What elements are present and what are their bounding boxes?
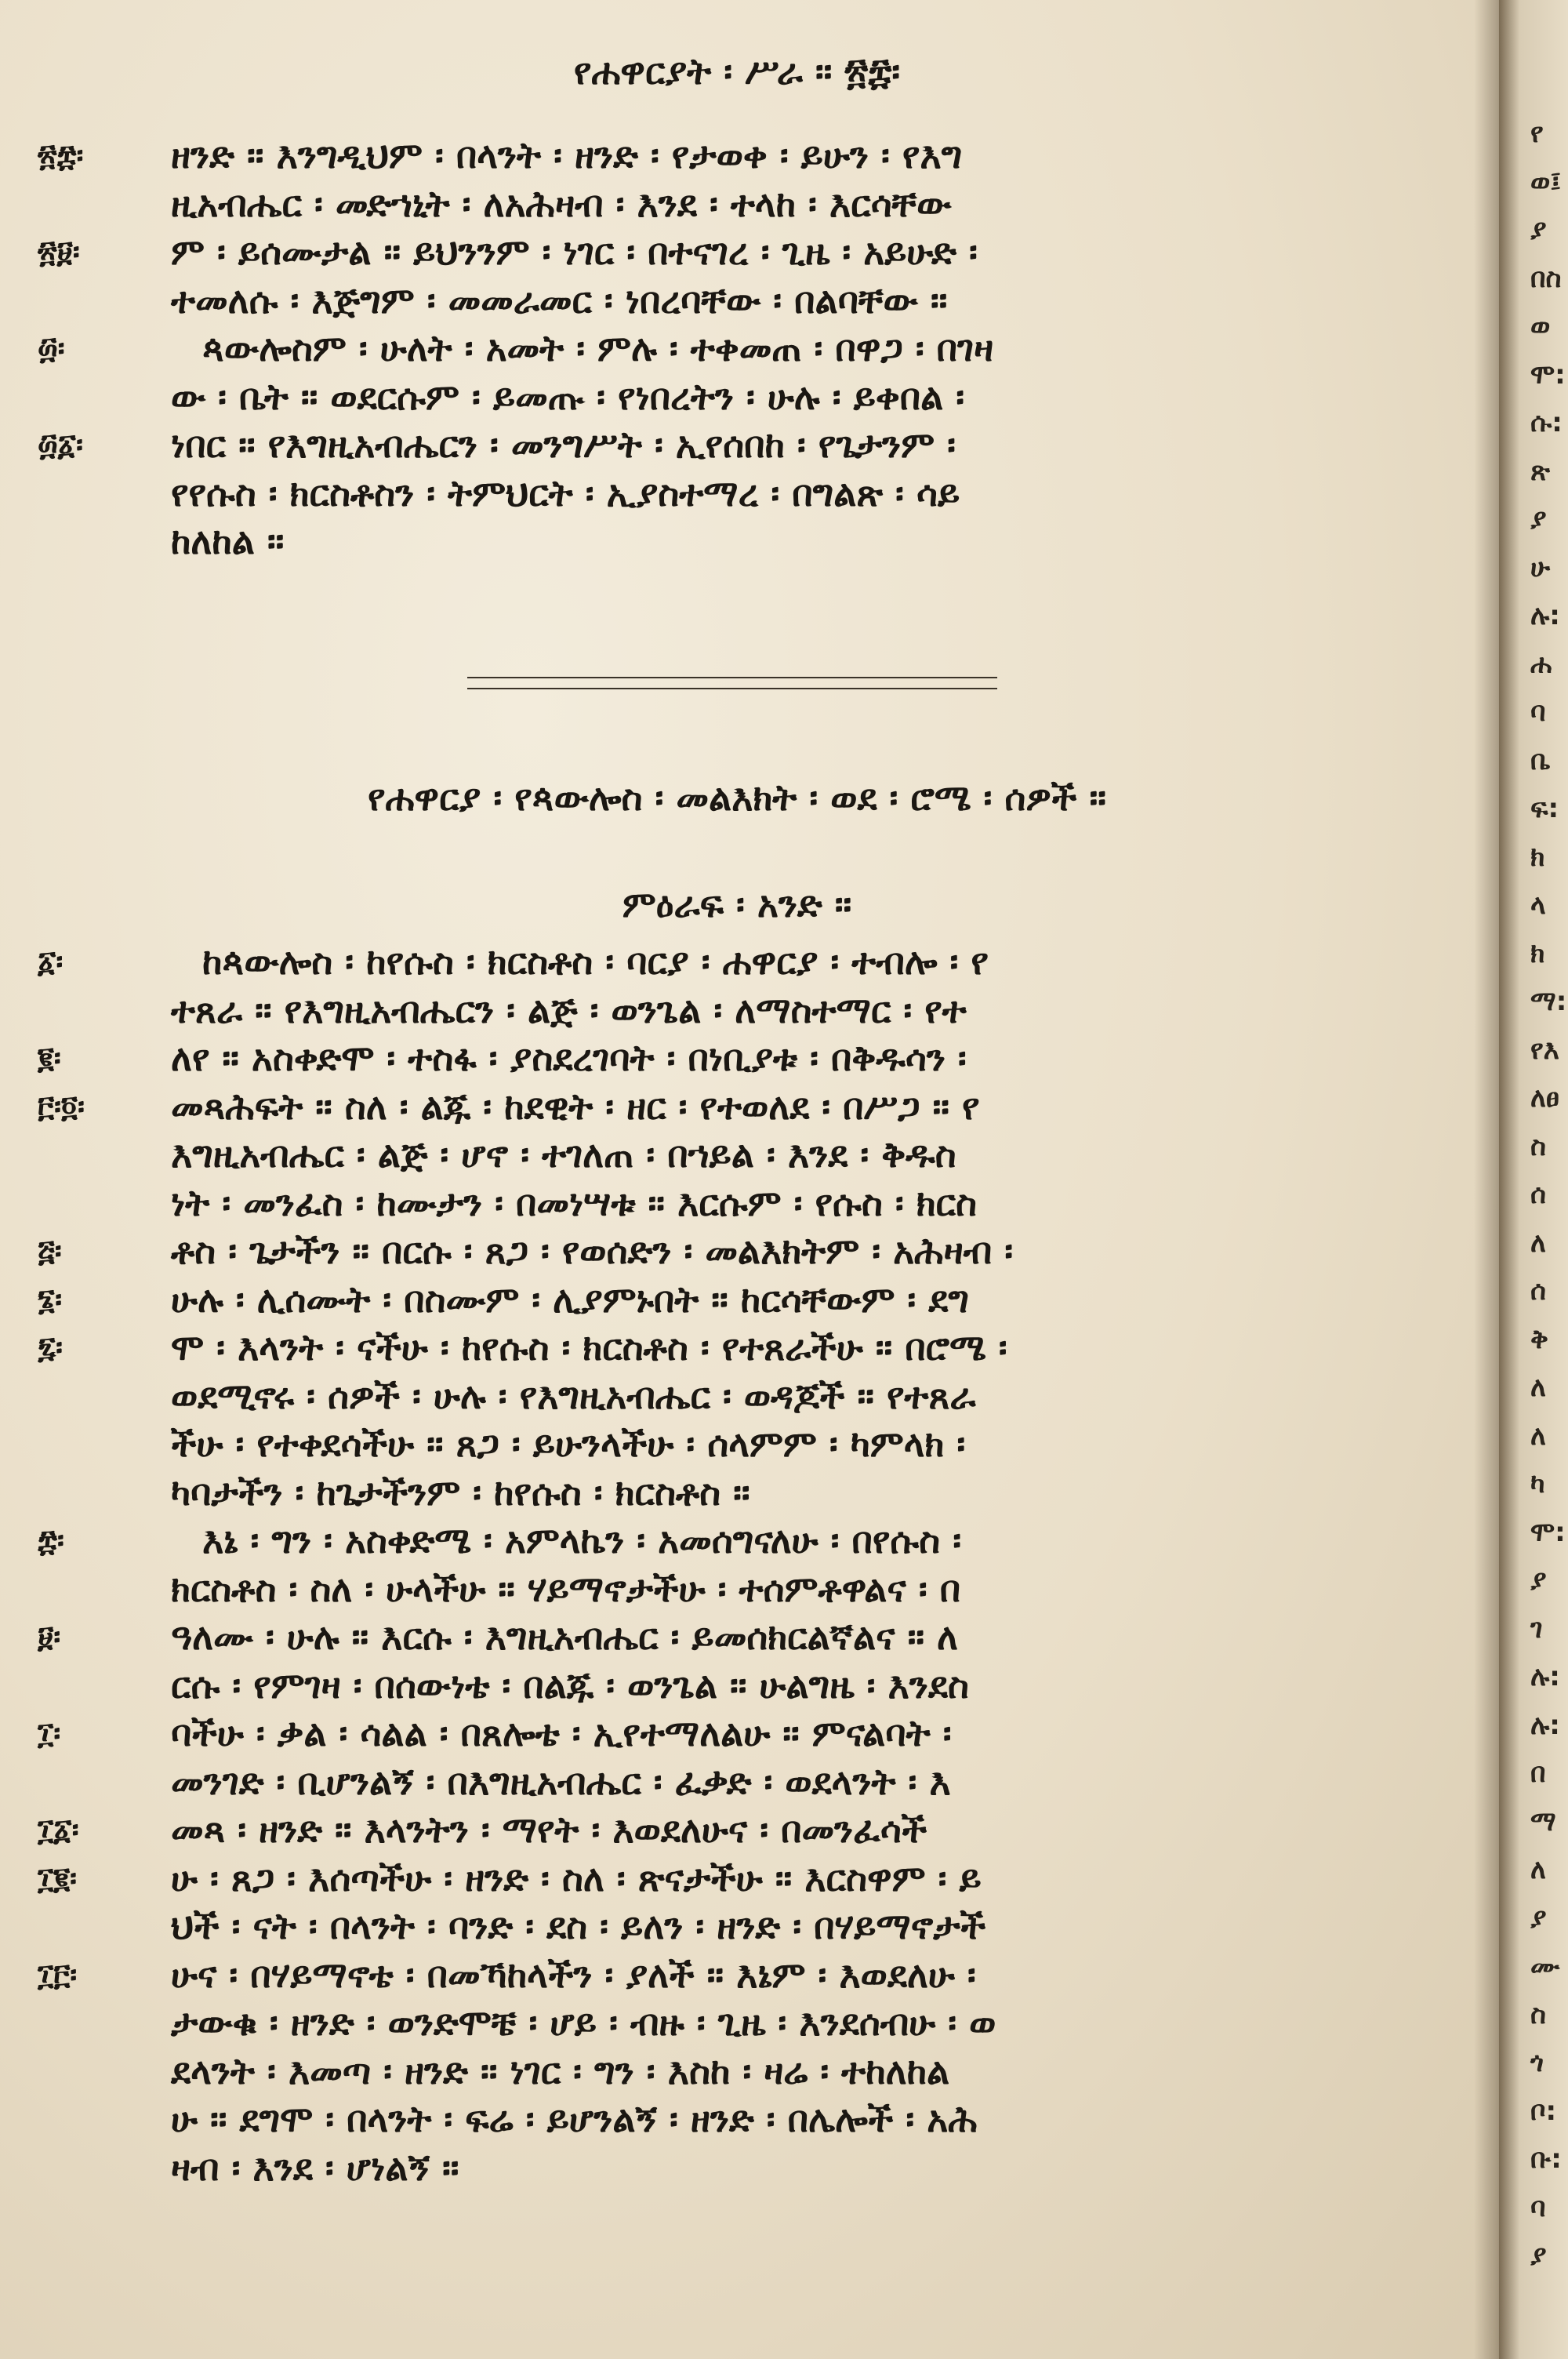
- verse-text: እኔ ፡ ግን ፡ አስቀድሜ ፡ አምላኬን ፡ አመሰግናለሁ ፡ በየሱስ ፡: [202, 1519, 962, 1561]
- text-line: [0, 1083, 1474, 1130]
- verse-text: ሁሉ ፡ ሊሰሙት ፡ በስሙም ፡ ሊያምኑበት ። ከርሳቸውም ፡ ደግ: [171, 1278, 970, 1321]
- next-page-fragment: ያ: [1530, 1565, 1547, 1596]
- text-line: [0, 1180, 1474, 1227]
- verse-text: ሁ ። ደግሞ ፡ በላንት ፡ ፍሬ ፡ ይሆንልኝ ፡ ዘንድ ፡ በሌሎች ፡ አሕ: [171, 2098, 978, 2140]
- next-page-fragment: ወ፤: [1530, 165, 1562, 198]
- text-line: [0, 518, 1474, 565]
- verse-text: ወደሚኖሩ ፡ ሰዎች ፡ ሁሉ ፡ የእግዚአብሔር ፡ ወዳጆች ። የተጸራ: [171, 1374, 976, 1417]
- verse-text: ሁ ፡ ጸጋ ፡ እሰጣችሁ ፡ ዘንድ ፡ ስለ ፡ ጽናታችሁ ። እርስዋም ፡ ይ: [171, 1856, 982, 1899]
- verse-number: ፫፡፬፡: [38, 1089, 85, 1124]
- next-page-fragment: ሱ:: [1530, 407, 1563, 438]
- next-page-fragment: ባ: [1530, 2191, 1546, 2223]
- verse-text: ችሁ ፡ የተቀደሳችሁ ። ጸጋ ፡ ይሁንላችሁ ፡ ሰላምም ፡ ካምላክ ፡: [171, 1423, 966, 1465]
- text-line: [0, 1613, 1474, 1660]
- text-line: [0, 987, 1474, 1034]
- text-line: [0, 1372, 1474, 1419]
- next-page-edge: [1499, 0, 1568, 2359]
- next-page-fragment: ቡ:: [1530, 2143, 1562, 2175]
- next-page-fragment: ጎ: [1530, 2047, 1544, 2078]
- next-page-fragment: ያ: [1530, 214, 1547, 245]
- verse-text: ዓለሙ ፡ ሁሉ ። እርሱ ፡ እግዚአብሔር ፡ ይመሰክርልኛልና ። ለ: [171, 1616, 959, 1658]
- text-line: [0, 421, 1474, 468]
- next-page-fragment: ለ: [1530, 1227, 1546, 1259]
- next-page-fragment: ላ: [1530, 889, 1546, 921]
- text-line: [0, 1855, 1474, 1902]
- section-divider: [467, 677, 997, 689]
- text-line: [0, 2048, 1474, 2095]
- next-page-fragment: ሉ:: [1530, 600, 1560, 631]
- text-line: [0, 1999, 1474, 2046]
- verse-text: ጳውሎስም ፡ ሁለት ፡ አመት ፡ ምሉ ፡ ተቀመጠ ፡ በዋጋ ፡ በገዛ: [202, 327, 994, 369]
- next-page-fragment: ፍ:: [1530, 793, 1559, 824]
- verse-text: ከጳውሎስ ፡ ከየሱስ ፡ ክርስቶስ ፡ ባርያ ፡ ሐዋርያ ፡ ተብሎ ፡ የ: [202, 940, 989, 983]
- verse-text: ደላንት ፡ እመጣ ፡ ዘንድ ። ነገር ፡ ግን ፡ እስከ ፡ ዛሬ ፡ ተከለከል: [171, 2049, 950, 2092]
- next-page-fragment: ማ:: [1530, 986, 1567, 1017]
- verse-text: ርሱ ፡ የምገዛ ፡ በሰውነቴ ፡ በልጁ ፡ ወንጌል ። ሁልግዜ ፡ እንደስ: [171, 1663, 969, 1707]
- verse-text: ቶስ ፡ ጌታችን ። በርሱ ፡ ጸጋ ፡ የወሰድን ፡ መልእክትም ፡ አሕዛብ ፡: [171, 1230, 1014, 1272]
- text-line: [0, 1758, 1474, 1805]
- next-page-fragment: ቦ:: [1530, 2095, 1557, 2127]
- text-line: [0, 132, 1474, 179]
- chapter-title: ምዕራፍ ፡ አንድ ።: [622, 883, 852, 925]
- verse-text: ባችሁ ፡ ቃል ፡ ሳልል ፡ በጸሎቴ ፡ ኢየተማለልሁ ። ምናልባት ፡: [171, 1712, 952, 1754]
- verse-number: ፲፩፡: [38, 1812, 79, 1847]
- verse-text: ከለከል ።: [171, 520, 285, 562]
- text-line: [0, 325, 1474, 372]
- verse-text: ነት ፡ መንፈስ ፡ ከሙታን ፡ በመነሣቱ ። እርሱም ፡ የሱስ ፡ ክርስ: [171, 1181, 977, 1224]
- text-line: [0, 1806, 1474, 1853]
- verse-number: ፩፡: [38, 944, 64, 979]
- verse-text: እግዚአብሔር ፡ ልጅ ፡ ሆኖ ፡ ተገለጠ ፡ በኀይል ፡ እንደ ፡ ቅዱስ: [171, 1133, 956, 1176]
- book-title: የሐዋርያ ፡ የጳውሎስ ፡ መልእክት ፡ ወደ ፡ ሮሜ ፡ ሰዎች ።: [368, 776, 1106, 819]
- text-line: [0, 938, 1474, 985]
- text-line: [0, 277, 1474, 324]
- next-page-fragment: ማ: [1530, 1805, 1556, 1837]
- verse-text: ክርስቶስ ፡ ስለ ፡ ሁላችሁ ። ሃይማኖታችሁ ፡ ተሰምቶዋልና ፡ በ: [171, 1567, 961, 1610]
- verse-number: ፴፩፡: [38, 427, 84, 462]
- text-line: [0, 1710, 1474, 1757]
- text-line: [0, 1517, 1474, 1564]
- verse-number: ፪፡: [38, 1041, 61, 1075]
- verse-number: ፳፱፡: [38, 234, 80, 269]
- verse-text: ሞ ፡ እላንት ፡ ናችሁ ፡ ከየሱስ ፡ ክርስቶስ ፡ የተጸራችሁ ። በሮሜ ፡: [171, 1326, 1007, 1369]
- next-page-fragment: ሞ:: [1530, 1516, 1566, 1548]
- text-line: [0, 1034, 1474, 1081]
- next-page-fragment: የ: [1530, 118, 1544, 149]
- verse-text: ካባታችን ፡ ከጌታችንም ፡ ከየሱስ ፡ ክርስቶስ ።: [171, 1470, 750, 1514]
- next-page-fragment: የእ: [1530, 1034, 1559, 1066]
- next-page-fragment: ሞ:: [1530, 358, 1566, 391]
- verse-number: ፲፪፡: [38, 1860, 77, 1896]
- text-line: [0, 1662, 1474, 1709]
- next-page-fragment: ወ: [1530, 311, 1551, 342]
- text-line: [0, 228, 1474, 275]
- next-page-fragment: ሉ:: [1530, 1661, 1560, 1692]
- next-page-fragment: ያ: [1530, 1902, 1547, 1934]
- verse-text: ህች ፡ ናት ፡ በላንት ፡ ባንድ ፡ ደስ ፡ ይለን ፡ ዘንድ ፡ በሃይማኖታች: [171, 1905, 986, 1947]
- verse-text: ተመለሱ ፡ እጅግም ፡ መመራመር ፡ ነበረባቸው ፡ በልባቸው ።: [171, 278, 948, 322]
- verse-text: መንገድ ፡ ቢሆንልኝ ፡ በእግዚአብሔር ፡ ፈቃድ ፡ ወደላንት ፡ እ: [171, 1760, 951, 1803]
- text-line: [0, 1324, 1474, 1371]
- text-line: [0, 1420, 1474, 1467]
- next-page-fragment: ሙ: [1530, 1950, 1560, 1982]
- text-line: [0, 1227, 1474, 1274]
- text-line: [0, 180, 1474, 227]
- next-page-fragment: በስ: [1530, 262, 1562, 294]
- next-page-fragment: ገ: [1530, 1612, 1543, 1645]
- verse-text: ዛብ ፡ እንደ ፡ ሆነልኝ ።: [171, 2146, 459, 2189]
- verse-text: መጻ ፡ ዘንድ ። እላንትን ፡ ማየት ፡ እወደለሁና ፡ በመንፈሳች: [171, 1808, 927, 1851]
- verse-number: ፭፡: [38, 1234, 62, 1268]
- verse-number: ፰፡: [38, 1523, 64, 1558]
- next-page-fragment: ካ: [1530, 1468, 1545, 1499]
- next-page-fragment: ስ: [1530, 1998, 1546, 2030]
- text-line: [0, 1131, 1474, 1178]
- verse-text: ዘንድ ። እንግዲህም ፡ በላንት ፡ ዘንድ ፡ የታወቀ ፡ ይሁን ፡ የእግ: [171, 134, 963, 176]
- running-header: የሐዋርያት ፡ ሥራ ። ፳፰፡: [573, 50, 901, 93]
- next-page-fragment: በ: [1530, 1757, 1546, 1789]
- next-page-fragment: ለ: [1530, 1372, 1546, 1403]
- verse-number: ፱፡: [38, 1619, 61, 1654]
- next-page-fragment: ለ: [1530, 1419, 1546, 1452]
- text-line: [0, 373, 1474, 420]
- next-page-fragment: ክ: [1530, 937, 1545, 969]
- next-page-fragment: ጽ: [1530, 455, 1550, 487]
- verse-text: ነበር ። የእግዚአብሔርን ፡ መንግሥት ፡ ኢየሰበከ ፡ የጌታንም ፡: [171, 423, 956, 466]
- text-line: [0, 2095, 1474, 2143]
- next-page-fragment: ቅ: [1530, 1323, 1548, 1355]
- verse-number: ፲፡: [38, 1716, 61, 1750]
- next-page-fragment: ባ: [1530, 696, 1546, 728]
- text-line: [0, 1951, 1474, 1998]
- next-page-fragment: ክ: [1530, 841, 1545, 873]
- text-line: [0, 1903, 1474, 1950]
- verse-text: ው ፡ ቤት ። ወደርሱም ፡ ይመጡ ፡ የነበረትን ፡ ሁሉ ፡ ይቀበል ፡: [171, 375, 965, 418]
- next-page-fragment: ስ: [1530, 1130, 1546, 1162]
- next-page-fragment: ሰ: [1530, 1275, 1546, 1307]
- verse-text: ዚአብሔር ፡ መድኀኒት ፡ ለአሕዛብ ፡ እንደ ፡ ተላከ ፡ እርሳቸው: [171, 182, 952, 225]
- verse-number: ፴፡: [38, 331, 65, 365]
- verse-text: ለየ ። አስቀድሞ ፡ ተስፋ ፡ ያስደረገባት ፡ በነቢያቱ ፡ በቅዱሳን ፡: [171, 1037, 967, 1079]
- text-line: [0, 470, 1474, 517]
- verse-text: መጻሕፍት ። ስለ ፡ ልጁ ፡ ከደዊት ፡ ዘር ፡ የተወለደ ፡ በሥጋ ። የ: [171, 1085, 980, 1128]
- verse-number: ፯፡: [38, 1330, 63, 1365]
- verse-text: ሁና ፡ በሃይማኖቴ ፡ በመኻከላችን ፡ ያለች ። እኔም ፡ እወደለሁ ፡: [171, 1953, 976, 1996]
- verse-text: የየሱስ ፡ ክርስቶስን ፡ ትምህርት ፡ ኢያስተማረ ፡ በግልጽ ፡ ሳይ: [171, 471, 960, 514]
- verse-number: ፮፡: [38, 1281, 63, 1317]
- verse-number: ፲፫፡: [38, 1957, 78, 1992]
- verse-text: ታውቁ ፡ ዘንድ ፡ ወንድሞቼ ፡ ሆይ ፡ ብዙ ፡ ጊዜ ፡ እንደሰብሁ ፡ ወ: [171, 2001, 996, 2044]
- next-page-fragment: ሉ:: [1530, 1709, 1560, 1741]
- next-page-fragment: ለፀ: [1530, 1082, 1559, 1114]
- text-line: [0, 1276, 1474, 1323]
- next-page-fragment: ሐ: [1530, 648, 1552, 680]
- next-page-fragment: ያ: [1530, 2240, 1547, 2271]
- next-page-fragment: ሰ: [1530, 1179, 1546, 1210]
- text-line: [0, 2144, 1474, 2191]
- text-line: [0, 1565, 1474, 1612]
- next-page-fragment: ሁ: [1530, 551, 1551, 583]
- next-page-fragment: ቤ: [1530, 744, 1551, 776]
- next-page-fragment: ያ: [1530, 503, 1547, 535]
- text-line: [0, 1469, 1474, 1516]
- verse-number: ፳፰፡: [38, 138, 84, 173]
- verse-text: ም ፡ ይሰሙታል ። ይህንንም ፡ ነገር ፡ በተናገረ ፡ ጊዜ ፡ አይሁድ ፡: [171, 231, 978, 273]
- next-page-fragment: ለ: [1530, 1854, 1546, 1885]
- book-gutter: [1474, 0, 1499, 2359]
- verse-text: ተጸራ ። የእግዚአብሔርን ፡ ልጅ ፡ ወንጌል ፡ ለማስተማር ፡ የተ: [171, 988, 967, 1031]
